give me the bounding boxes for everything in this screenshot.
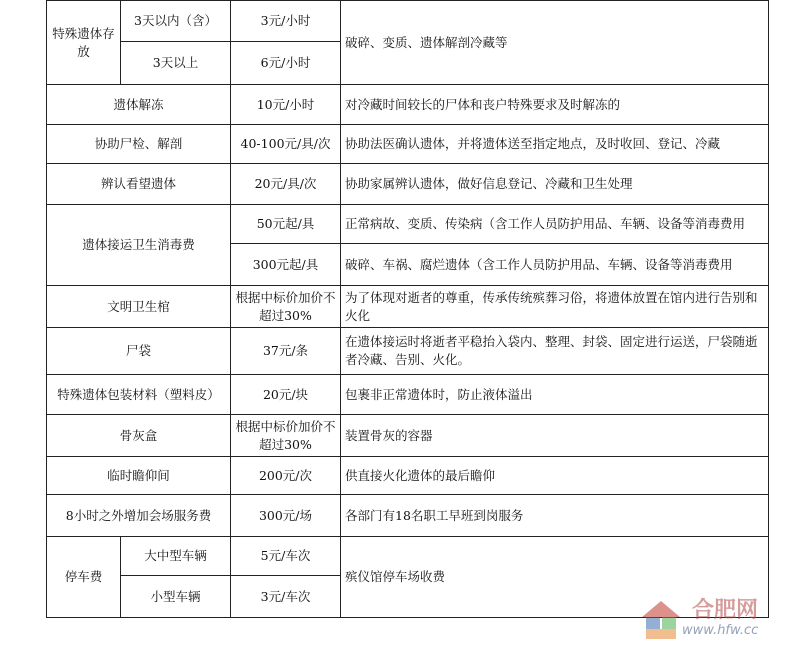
price-cell: 根据中标价加价不超过30% [231, 286, 341, 328]
price-cell: 6元/小时 [231, 42, 341, 85]
price-cell: 根据中标价加价不超过30% [231, 415, 341, 457]
table-row [47, 286, 769, 328]
fee-table [46, 0, 769, 618]
description-cell: 各部门有18名职工早班到岗服务 [341, 495, 769, 537]
description-cell: 协助家属辨认遗体，做好信息登记、冷藏和卫生处理 [341, 164, 769, 205]
sub-item-cell: 大中型车辆 [121, 537, 231, 576]
price-cell: 50元起/具 [231, 205, 341, 244]
table-row [47, 328, 769, 375]
item-cell: 文明卫生棺 [47, 286, 231, 328]
table-row [47, 125, 769, 164]
item-cell: 遗体解冻 [47, 85, 231, 125]
item-cell: 特殊遗体存放 [47, 1, 121, 85]
item-cell: 8小时之外增加会场服务费 [47, 495, 231, 537]
price-cell: 20元/具/次 [231, 164, 341, 205]
item-cell: 骨灰盒 [47, 415, 231, 457]
site-watermark [634, 591, 792, 647]
item-cell: 特殊遗体包装材料（塑料皮） [47, 375, 231, 415]
item-cell: 协助尸检、解剖 [47, 125, 231, 164]
description-cell: 殡仪馆停车场收费 [341, 537, 769, 618]
house-logo-icon [638, 595, 684, 643]
watermark-name: 合肥网 [692, 598, 759, 623]
table-row [47, 85, 769, 125]
table-row [47, 375, 769, 415]
description-cell: 包裹非正常遗体时，防止液体溢出 [341, 375, 769, 415]
item-cell: 遗体接运卫生消毒费 [47, 205, 231, 286]
table-row [47, 495, 769, 537]
table-row [47, 537, 769, 576]
table-row [47, 457, 769, 495]
price-cell: 200元/次 [231, 457, 341, 495]
price-cell: 5元/车次 [231, 537, 341, 576]
item-cell: 临时瞻仰间 [47, 457, 231, 495]
table-row [47, 415, 769, 457]
price-cell: 37元/条 [231, 328, 341, 375]
sub-item-cell: 3天以上 [121, 42, 231, 85]
table-row [47, 205, 769, 244]
price-cell: 3元/车次 [231, 576, 341, 618]
description-cell: 为了体现对逝者的尊重，传承传统殡葬习俗，将遗体放置在馆内进行告别和火化 [341, 286, 769, 328]
description-cell: 破碎、变质、遗体解剖冷藏等 [341, 1, 769, 85]
description-cell: 供直接火化遗体的最后瞻仰 [341, 457, 769, 495]
description-cell: 装置骨灰的容器 [341, 415, 769, 457]
watermark-url: www.hfw.cc [682, 623, 759, 638]
sub-item-cell: 3天以内（含） [121, 1, 231, 42]
price-cell: 300元起/具 [231, 244, 341, 286]
description-cell: 破碎、车祸、腐烂遗体（含工作人员防护用品、车辆、设备等消毒费用 [341, 244, 769, 286]
description-cell: 正常病故、变质、传染病（含工作人员防护用品、车辆、设备等消毒费用 [341, 205, 769, 244]
item-cell: 辨认看望遗体 [47, 164, 231, 205]
description-cell: 协助法医确认遗体，并将遗体送至指定地点，及时收回、登记、冷藏 [341, 125, 769, 164]
item-cell: 尸袋 [47, 328, 231, 375]
price-cell: 300元/场 [231, 495, 341, 537]
price-cell: 3元/小时 [231, 1, 341, 42]
item-cell: 停车费 [47, 537, 121, 618]
price-cell: 10元/小时 [231, 85, 341, 125]
description-cell: 对冷藏时间较长的尸体和丧户特殊要求及时解冻的 [341, 85, 769, 125]
table-row [47, 1, 769, 42]
sub-item-cell: 小型车辆 [121, 576, 231, 618]
description-cell: 在遗体接运时将逝者平稳抬入袋内、整理、封袋、固定进行运送，尸袋随逝者冷藏、告别、火化。 [341, 328, 769, 375]
price-cell: 20元/块 [231, 375, 341, 415]
table-row [47, 164, 769, 205]
price-cell: 40-100元/具/次 [231, 125, 341, 164]
